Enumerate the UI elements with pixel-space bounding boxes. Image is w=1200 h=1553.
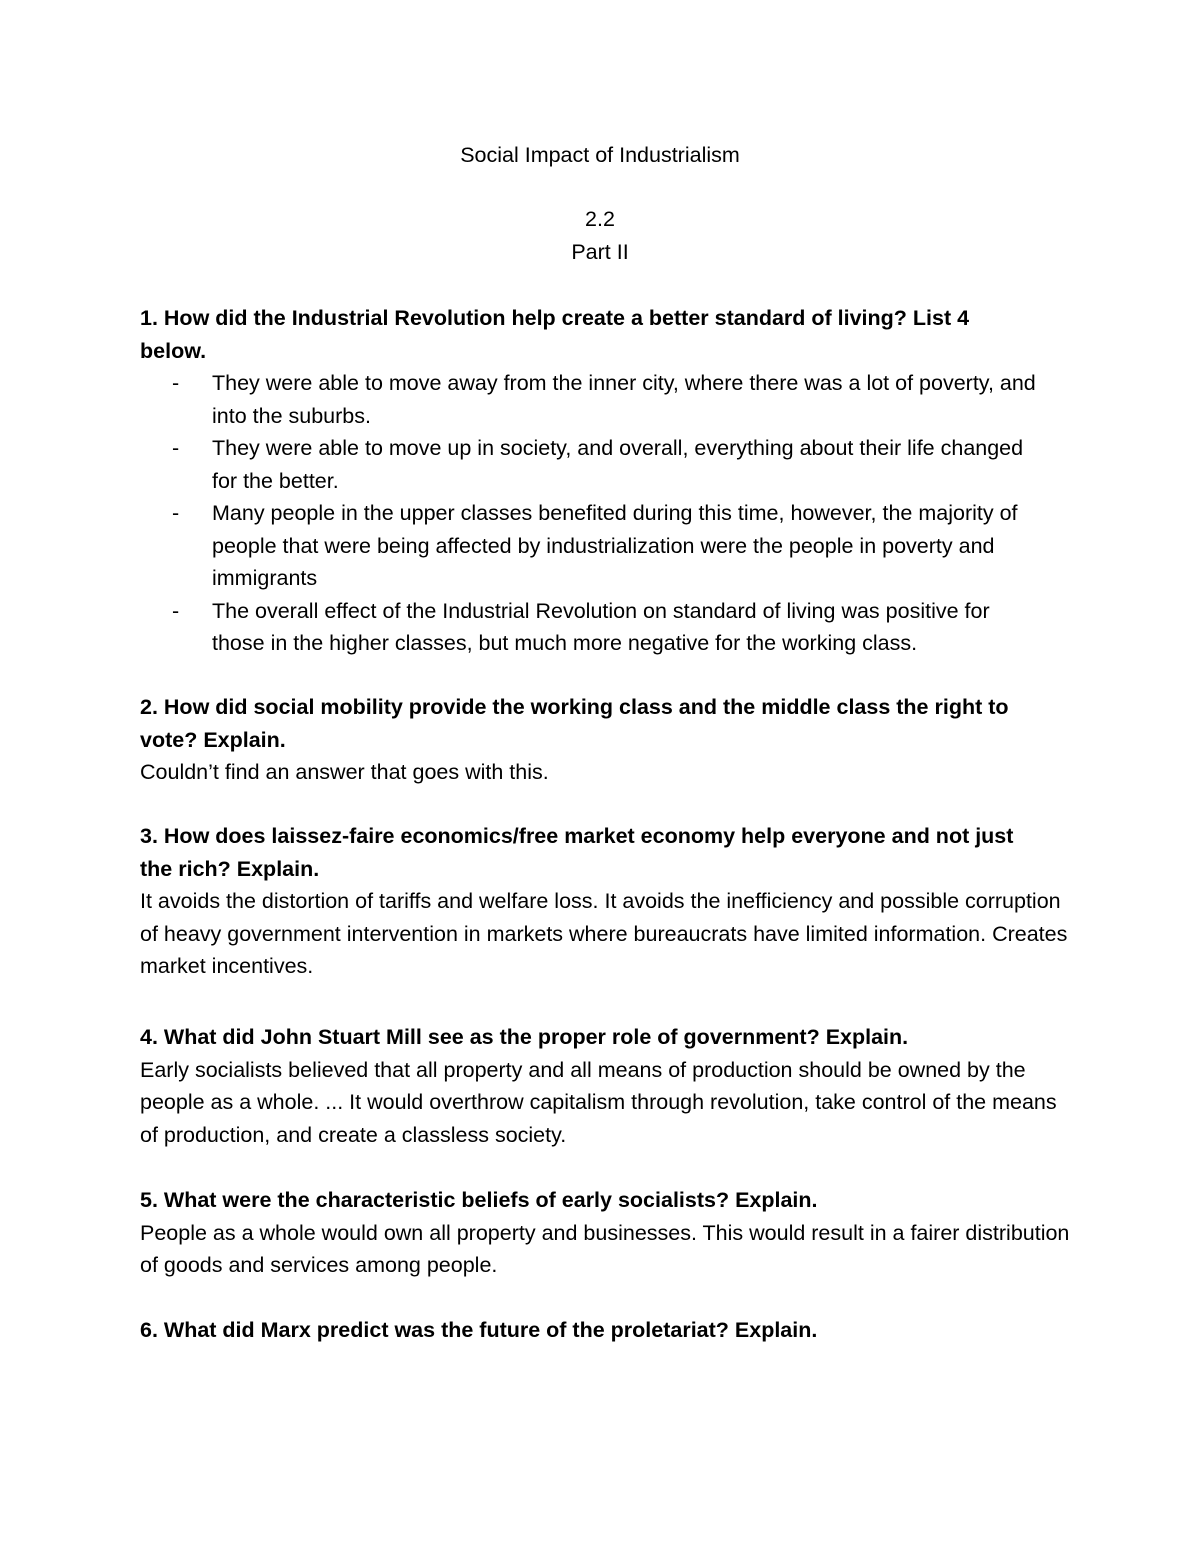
bullet-dash: - <box>172 598 180 623</box>
answer-bullet-4 <box>140 595 1042 660</box>
question-5-answer: People as a whole would own all property and businesses. This would result in a fairer distribution of goods and services among people. <box>140 1220 1070 1277</box>
question-block-6 <box>140 1314 1070 1347</box>
question-1-answer-list <box>140 367 1070 660</box>
question-block-2 <box>140 691 1070 789</box>
answer-bullet-text: The overall effect of the Industrial Revolution on standard of living was positive for those in the higher classes, but much more negative for the working class. <box>212 598 990 655</box>
document-part-label: Part II <box>571 240 629 264</box>
question-3-answer: It avoids the distortion of tariffs and welfare loss. It avoids the inefficiency and possible corruption of heavy government intervention in markets where bureaucrats have limited information. Creates market incentives. <box>140 889 1068 978</box>
document-title: Social Impact of Industrialism <box>460 143 740 167</box>
question-1-text: 1. How did the Industrial Revolution help create a better standard of living? List 4 below. <box>140 306 970 363</box>
answer-bullet-text: Many people in the upper classes benefited during this time, however, the majority of people that were being affected by industrialization were the people in poverty and immigrants <box>212 501 1018 590</box>
question-4-answer: Early socialists believed that all property and all means of production should be owned by the people as a whole. ... It would overthrow capitalism through revolution, take control of the means of production, and create a classless society. <box>140 1057 1057 1147</box>
answer-bullet-text: They were able to move up in society, and overall, everything about their life changed for the better. <box>212 436 1024 493</box>
question-2-answer: Couldn’t find an answer that goes with this. <box>140 760 549 784</box>
question-2-text: 2. How did social mobility provide the working class and the middle class the right to vote? Explain. <box>140 695 1009 752</box>
bullet-dash: - <box>172 371 180 395</box>
document-subtitle: 2.2 <box>585 207 615 231</box>
answer-bullet-3 <box>140 497 1042 595</box>
bullet-dash: - <box>172 436 180 460</box>
question-3-text: 3. How does laissez-faire economics/free market economy help everyone and not just the rich? Explain. <box>140 824 1014 881</box>
bullet-dash: - <box>172 501 180 525</box>
question-block-5 <box>140 1184 1070 1282</box>
answer-bullet-1 <box>140 367 1042 432</box>
question-4-text: 4. What did John Stuart Mill see as the proper role of government? Explain. <box>140 1025 909 1049</box>
question-5-text: 5. What were the characteristic beliefs of early socialists? Explain. <box>140 1188 818 1212</box>
answer-bullet-text: They were able to move away from the inner city, where there was a lot of poverty, and into the suburbs. <box>212 371 1036 428</box>
question-block-3 <box>140 820 1070 983</box>
question-block-1 <box>140 302 1070 660</box>
question-block-4 <box>140 1021 1070 1151</box>
question-6-text: 6. What did Marx predict was the future of the proletariat? Explain. <box>140 1318 818 1342</box>
answer-bullet-2 <box>140 432 1042 497</box>
